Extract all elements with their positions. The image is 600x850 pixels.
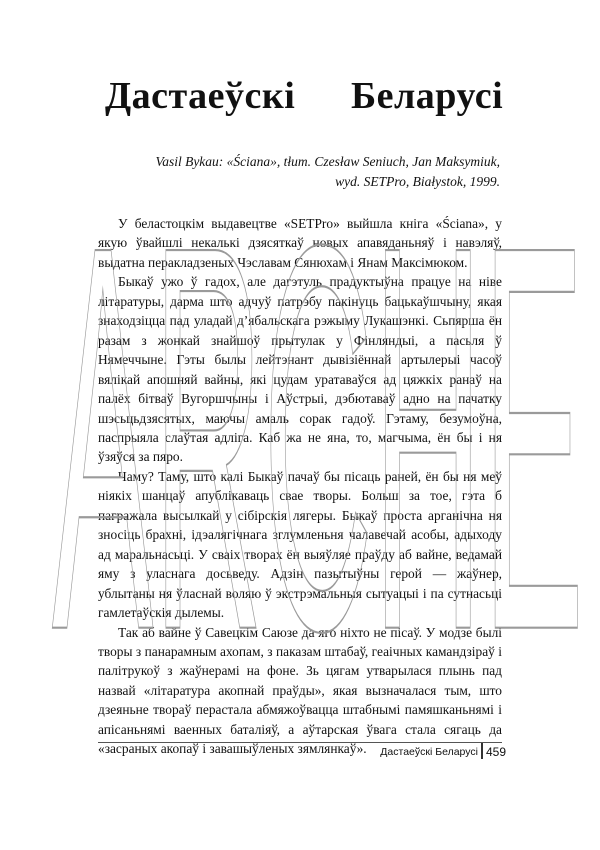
footer-separator [481, 743, 483, 759]
article-title-word-1: Дастаеўскі [105, 75, 296, 117]
footer-divider [98, 742, 502, 743]
paragraph: Чаму? Таму, што калі Быкаў пачаў бы пісаць раней, ён бы ня меў ніякіх шанцаў апублікаваць свае творы. Больш за тое, гэта б пагражала высылкай у сібірскія лягеры. Быкаў проста арганічна ня зносіць брахні, ідэалягічнага зглумленьня чалавечай асобы, адыходу ад маральнасьці. У сваіх творах ён выяўляе праўду аб вайне, ведамай яму з уласнага досьведу. Адзін пазытыўны герой — жаўнер, ублытаны ня ўласнай воляю ў экстрэмальныя сытуацыі і па сутнасьці гамлетаўскія дылемы. [98, 468, 502, 621]
paragraph: У беластоцкім выдавецтве «SETPro» выйшла кніга «Ściana», у якую ўвайшлі некалькі дзясяткаў новых апавяданьняў і навэляў, выдатна перакладзеных Чэславам Сянюхам і Янам Максімюком. [98, 216, 502, 270]
book-citation [100, 152, 500, 192]
article-body [98, 214, 502, 759]
article-title-word-2: Беларусі [351, 75, 504, 117]
page-number: 459 [486, 745, 507, 759]
paragraph: Быкаў ужо ў гадох, але дагэтуль прадуктыўна працуе на ніве літаратуры, дарма што адчуў патрэбу пакінуць бацькаўшчыну, якая знаходзіцца пад уладай д’ябальскага рэжыму Лукашэнкі. Сьпярша ён разам з жонкай знайшоў прытулак у Фінляндыі, а пасьля ў Нямеччыне. Гэты былы лейтэнант дывізіённай артылерыі часоў вялікай апошняй вайны, які цудам уратаваўся ад цяжкіх ранаў на палёх бітваў Вугоршчыны і Аўстрыі, дэбютаваў адно на пачатку шэсьцьдзясятых, маючы амаль сорак гадоў. Гэтаму, безумоўна, паспрыяла слаўтая адліга. Каб жа не яна, то, магчыма, ён бы і ня ўзяўся за пяро. [98, 274, 502, 465]
watermark-text: ARCHE [52, 218, 584, 650]
book-citation-line-2: wyd. SETPro, Białystok, 1999. [335, 174, 500, 189]
book-citation-line-1: Vasil Bykau: «Ściana», tłum. Czesław Seniuch, Jan Maksymiuk, [155, 154, 500, 169]
running-title: Дастаеўскі Беларусі [380, 746, 478, 758]
paragraph: Так аб вайне ў Савецкім Саюзе да яго ніхто не пісаў. У модзе былі творы з панарамным ахопам, з паказам штабаў, геаічных камандзіраў і палітрукоў з жаўнерамі на фоне. Зь цягам утварылася плынь пад назвай «літаратура акопнай праўды», якая вызначалася тым, што дзеяньне твораў перастала абмяжоўвацца штабнымі памяшканьнямі і апісаньнямі ваенных баталіяў, а аўтарская ўвага стала сягаць да «засраных акопаў і завашыўленых зямлянкаў». [98, 624, 502, 757]
article-title [105, 74, 505, 124]
